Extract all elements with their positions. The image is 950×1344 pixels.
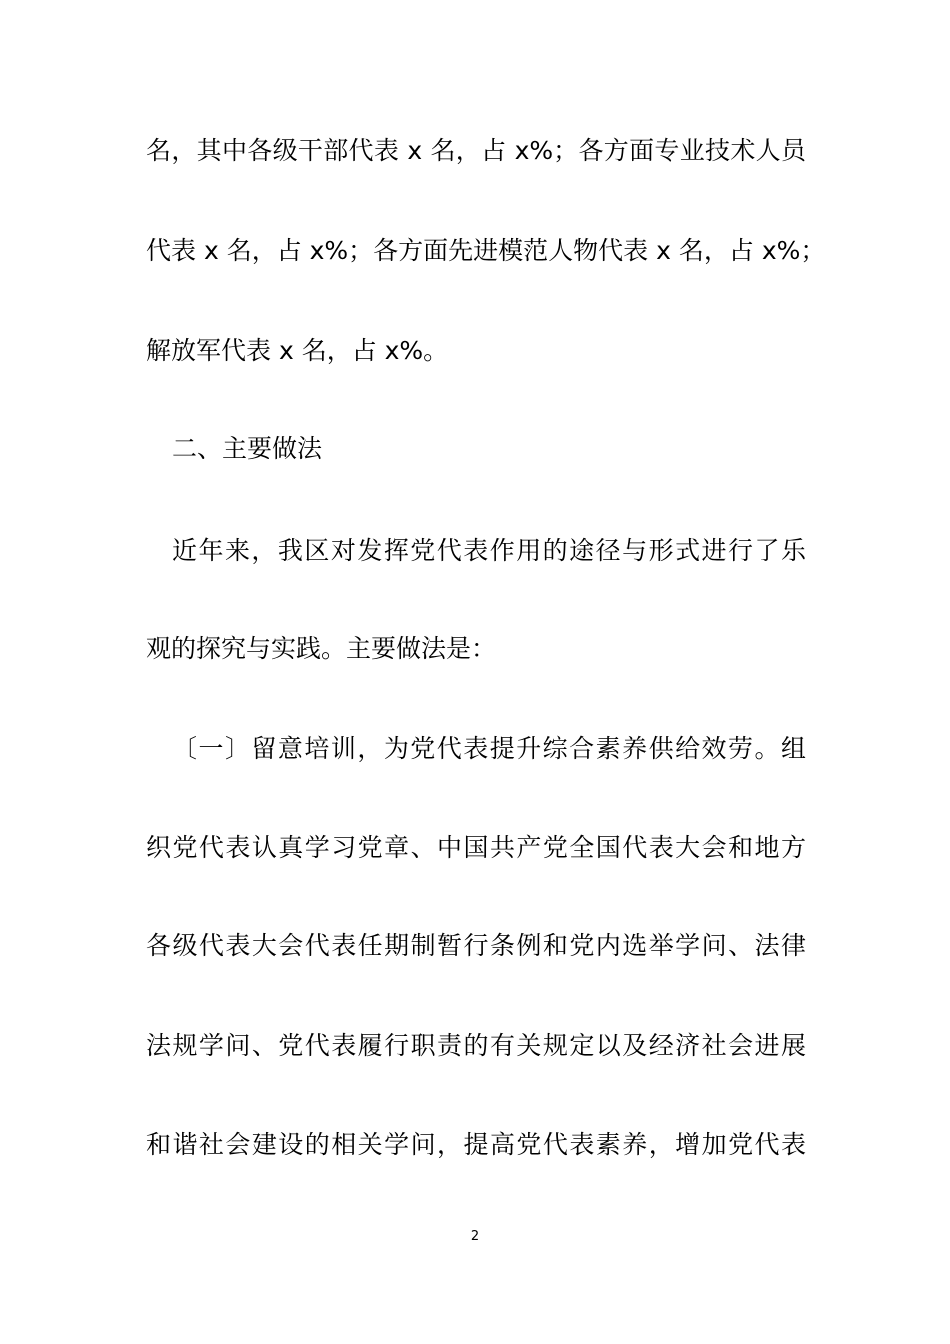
body-line-11: 和谐社会建设的相关学问，提高党代表素养，增加党代表 <box>146 1130 806 1159</box>
body-line-5: 近年来，我区对发挥党代表作用的途径与形式进行了乐 <box>172 536 806 565</box>
body-line-9: 各级代表大会代表任期制暂行条例和党内选举学问、法律 <box>146 931 806 960</box>
body-line-8: 织党代表认真学习党章、中国共产党全国代表大会和地方 <box>146 833 806 862</box>
body-line-1: 名，其中各级干部代表 x 名，占 x%；各方面专业技术人员 <box>146 136 806 165</box>
body-line-3: 解放军代表 x 名，占 x%。 <box>146 336 449 365</box>
body-line-6: 观的探究与实践。主要做法是： <box>146 634 497 663</box>
page-number: 2 <box>470 1229 480 1244</box>
body-line-10: 法规学问、党代表履行职责的有关规定以及经济社会进展 <box>146 1031 806 1060</box>
body-line-2: 代表 x 名，占 x%；各方面先进模范人物代表 x 名，占 x%； <box>146 236 826 265</box>
section-heading: 二、主要做法 <box>172 434 323 463</box>
body-line-7: 〔一〕留意培训，为党代表提升综合素养供给效劳。组 <box>172 734 806 763</box>
